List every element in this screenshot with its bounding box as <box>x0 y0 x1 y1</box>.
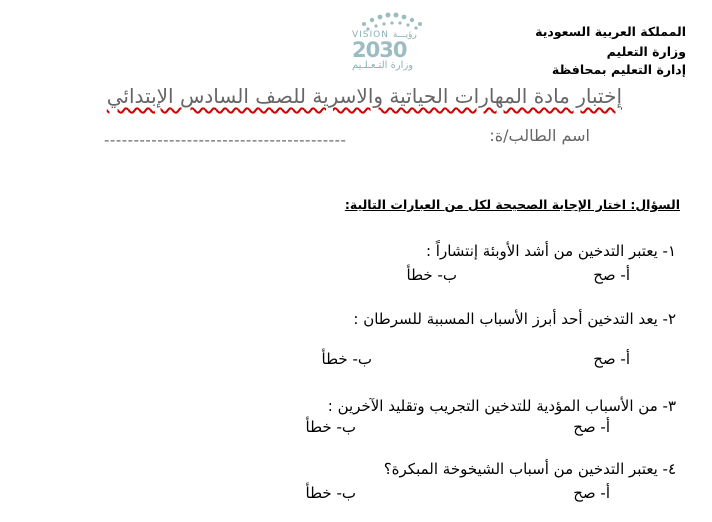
question-item-2: ٢- يعد التدخين أحد أبرز الأسباب المسببة للسرطان : <box>353 310 676 328</box>
question-heading: السؤال: اختار الإجابة الصحيحة لكل من العبارات التالية: <box>344 197 680 212</box>
question-item-1: ١- يعتبر التدخين من أشد الأوبئة إنتشاراً : <box>425 242 676 260</box>
student-name-label: اسم الطالب/ة: <box>489 126 590 145</box>
item-1-option-a: أ- صح <box>593 266 630 284</box>
exam-title-text: إختبار مادة المهارات الحياتية والاسرية للصف السادس الإبتدائي <box>106 84 622 108</box>
item-4-option-a: أ- صح <box>573 484 610 502</box>
logo-ministry-text: وزارة التـعـلـيم <box>352 60 414 71</box>
header-department: إدارة التعليم بمحافظة <box>551 62 686 77</box>
exam-title <box>107 84 622 108</box>
question-item-4: ٤- يعتبر التدخين من أسباب الشيخوخة المبكرة؟ <box>383 460 676 478</box>
item-2-option-a: أ- صح <box>593 350 630 368</box>
logo-dots-icon <box>356 10 436 32</box>
item-3-option-b: ب- خطأ <box>305 418 356 436</box>
logo-vision-text: VISION رؤيـــة <box>352 30 417 40</box>
logo-year: 2030 <box>352 38 407 62</box>
item-4-option-b: ب- خطأ <box>305 484 356 502</box>
question-item-3: ٣- من الأسباب المؤدية للتدخين التجريب وتقليد الآخرين : <box>327 397 676 415</box>
header-ministry: وزارة التعليم <box>606 44 686 59</box>
header-country: المملكة العربية السعودية <box>535 24 686 39</box>
item-1-option-b: ب- خطأ <box>406 266 457 284</box>
vision-2030-logo <box>352 10 432 71</box>
item-3-option-a: أ- صح <box>573 418 610 436</box>
item-2-option-b: ب- خطأ <box>321 350 372 368</box>
student-name-line: ----------------------------------------- <box>104 131 347 149</box>
